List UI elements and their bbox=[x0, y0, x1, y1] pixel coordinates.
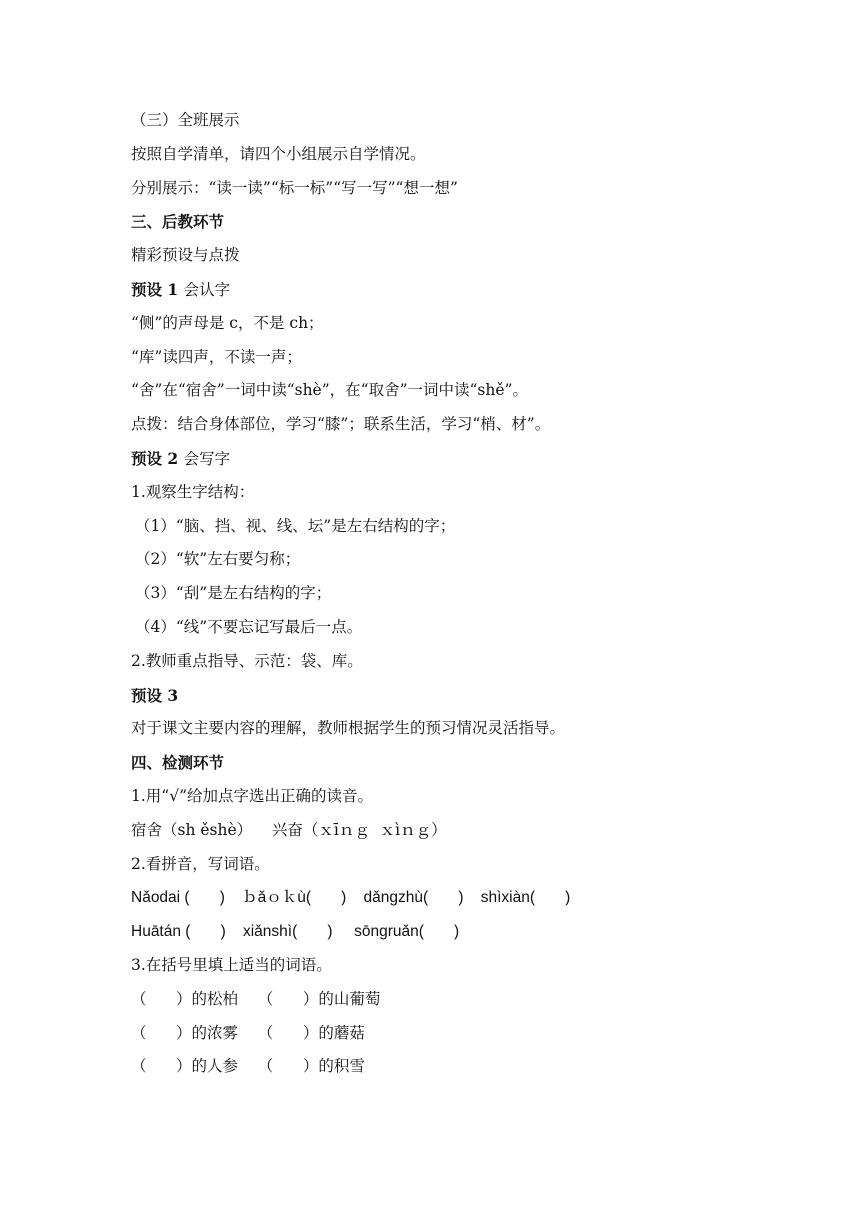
preset-2-title: 会写字 bbox=[183, 449, 231, 468]
list-item-1: （1）“脑、挡、视、线、坛”是左右结构的字； bbox=[135, 516, 456, 535]
exercise-3-row-1: （ ）的松柏 （ ）的山葡萄 bbox=[131, 989, 381, 1008]
preset-2-heading bbox=[131, 442, 831, 476]
exercise-1-instruction: 1.用“√”给加点字选出正确的读音。 bbox=[131, 786, 374, 805]
section-heading-post-teaching: 三、后教环节 bbox=[131, 212, 225, 232]
list-item-2: （2）“软”左右要匀称； bbox=[135, 550, 301, 569]
exercise-2-row-2: Huātán ( ) xiǎnshì( ) sōngruǎn( ) bbox=[131, 923, 460, 941]
list-item-4: （4）“线”不要忘记写最后一点。 bbox=[135, 617, 363, 636]
paragraph-guidance-xi: 点拨：结合身体部位，学习“膝”；联系生活，学习“梢、材”。 bbox=[131, 415, 551, 434]
preset-3-heading: 预设 3 bbox=[131, 685, 179, 705]
paragraph-group-presentation: 按照自学清单，请四个小组展示自学情况。 bbox=[131, 144, 426, 163]
preset-1-title: 会认字 bbox=[183, 280, 231, 299]
list-observe-structure: 1.观察生字结构： bbox=[131, 482, 255, 501]
list-teacher-demo: 2.教师重点指导、示范：袋、库。 bbox=[131, 651, 363, 670]
section-heading-testing: 四、检测环节 bbox=[131, 753, 225, 773]
preset-1-heading bbox=[131, 273, 831, 307]
list-item-3: （3）“刮”是左右结构的字； bbox=[135, 584, 332, 603]
exercise-3-instruction: 3.在括号里填上适当的词语。 bbox=[131, 955, 332, 974]
document-page bbox=[131, 104, 831, 1084]
paragraph-main-content: 对于课文主要内容的理解，教师根据学生的预习情况灵活指导。 bbox=[131, 719, 566, 738]
paragraph-she-reading: “舍”在“宿舍”一词中读“shè”，在“取舍”一词中读“shě”。 bbox=[131, 381, 528, 400]
paragraph-presentation-items: 分别展示：“读一读”“标一标”“写一写”“想一想” bbox=[131, 178, 458, 197]
exercise-3-row-3: （ ）的人参 （ ）的积雪 bbox=[131, 1057, 365, 1076]
paragraph-ku-tone: “库”读四声，不读一声； bbox=[131, 347, 302, 366]
exercise-2-instruction: 2.看拼音，写词语。 bbox=[131, 854, 270, 873]
preset-1-label: 预设 1 bbox=[131, 279, 184, 299]
exercise-2-row-1: Nǎodai ( ) ｂǎｏｋù( ) dǎngzhù( ) shìxiàn( ) bbox=[131, 889, 571, 907]
exercise-3-row-2: （ ）的浓雾 （ ）的蘑菇 bbox=[131, 1023, 365, 1042]
exercise-1-items: 宿舍（sh ěshè） 兴奋（ｘīｎｇ ｘìｎｇ） bbox=[131, 820, 447, 839]
paragraph-ce-initial: “侧”的声母是 c，不是 ch； bbox=[131, 313, 324, 332]
preset-2-label: 预设 2 bbox=[131, 448, 184, 468]
subheading-class-presentation: （三）全班展示 bbox=[131, 111, 240, 129]
paragraph-presets-guidance: 精彩预设与点拨 bbox=[131, 246, 240, 265]
